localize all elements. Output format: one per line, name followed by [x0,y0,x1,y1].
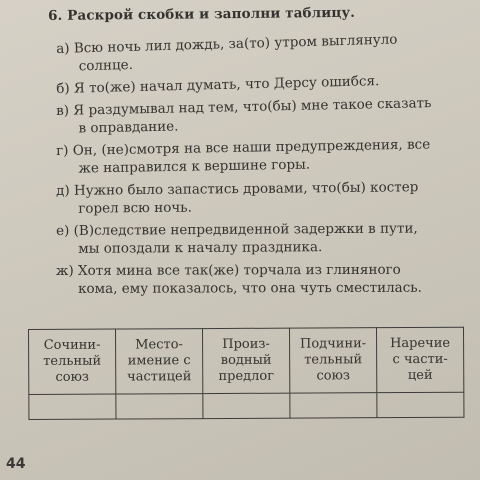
header-line: тельный [304,352,363,368]
sentence-d [56,135,465,178]
page-number: 44 [6,456,26,472]
sentence-line: в) Я раздумывал над тем, что(бы) мне такое сказать [56,95,432,119]
header-line: Наречие [390,335,451,352]
header-line: союз [55,369,90,385]
task-title: 6. Раскрой скобки и заполни таблицу. [48,4,356,24]
answer-cell[interactable] [29,394,116,419]
header-line: предлог [218,368,275,385]
sentence-line: г) Он, (не)смотря на все наши предупреждения, все [56,136,431,159]
header-line: Произ- [222,336,270,352]
header-line: союз [316,368,351,384]
header-line: с части- [392,351,448,368]
sentence-c [56,93,465,138]
table-row [29,392,464,419]
table-header-row [29,327,464,394]
sentence-line: солнце. [78,56,134,75]
sentence-f [56,219,464,258]
sentence-line: а) Всю ночь лил дождь, за(то) утром выглянуло [56,31,398,57]
sentence-line: б) Я то(же) начал думать, что Дерсу ошибся. [56,73,380,97]
header-line: цей [407,367,433,384]
sentence-line: ж) Хотя мина все так(же) торчала из глиняного [56,261,401,279]
header-line: тельный [43,353,102,369]
header-subordinating-conjunction [289,328,376,393]
sentence-a [56,29,465,76]
answer-cell[interactable] [290,393,377,418]
header-derivative-preposition [203,328,290,393]
sentence-line: в оправдание. [78,118,179,137]
sentence-e [56,178,464,218]
sentence-list [56,31,464,302]
sentence-line: мы опоздали к началу праздника. [78,239,323,257]
answer-cell[interactable] [116,394,203,419]
header-line: Сочини- [43,337,101,353]
sentence-g [56,261,464,298]
header-coordinating-conjunction [29,329,116,394]
header-line: водный [220,352,272,368]
header-line: Подчини- [299,336,367,352]
answer-table [28,327,464,420]
header-pronoun-with-particle [116,329,203,394]
sentence-line: е) (В)следствие непредвиденной задержки в пути, [56,220,418,239]
sentence-line: кома, ему показалось, что она чуть сместилась. [78,279,422,297]
header-line: имение с [127,353,191,369]
sentence-line: же направился к вершине горы. [78,156,311,177]
header-adverb-with-particle [376,327,463,392]
answer-table-wrap [28,327,464,420]
answer-cell[interactable] [377,392,464,417]
header-line: частицей [127,369,192,385]
header-line: Место- [135,337,183,353]
answer-cell[interactable] [203,393,290,418]
sentence-line: горел всю ночь. [78,199,192,217]
sentence-line: д) Нужно было запастись дровами, что(бы) костер [56,179,419,199]
